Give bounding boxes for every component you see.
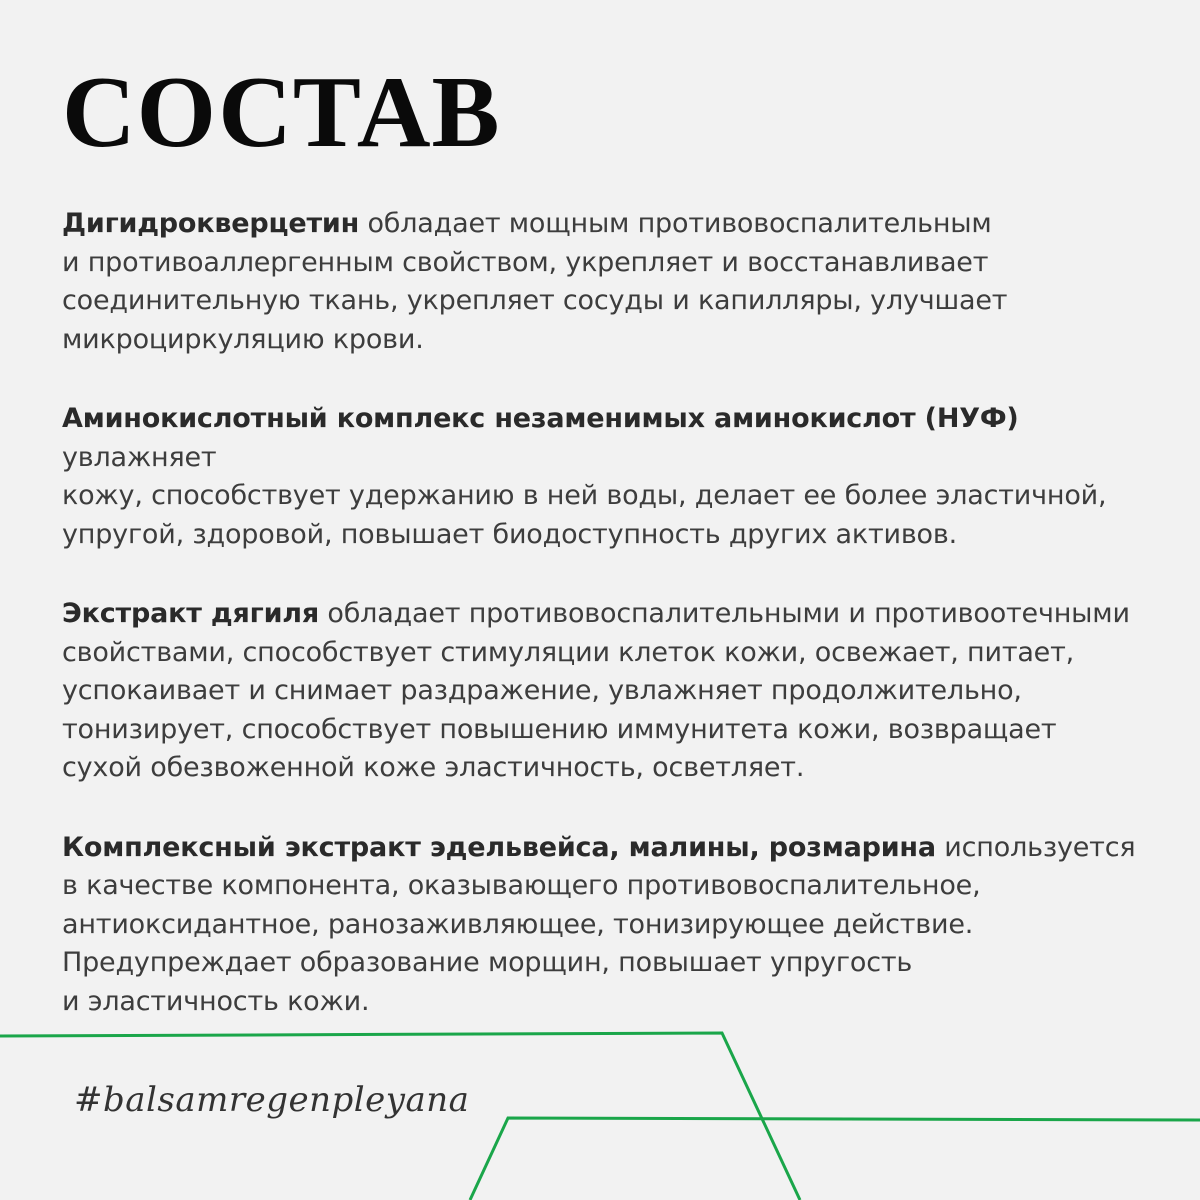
ingredient-text-line: используется	[935, 831, 1136, 863]
ingredient-text-line: обладает мощным противовоспалительным	[359, 208, 992, 239]
ingredient-text-line: Предупреждает образование морщин, повышает упругость	[62, 947, 913, 978]
ingredient-name: Комплексный экстракт эдельвейса, малины, розмарина	[62, 831, 936, 863]
hashtag: #balsamregenpleyana	[74, 1080, 470, 1120]
ingredient-text-line: сухой обезвоженной коже эластичность, осветляет.	[62, 752, 805, 783]
ingredient-text-line: микроциркуляцию крови.	[62, 323, 424, 355]
ingredient-text-line: успокаивает и снимает раздражение, увлажняет продолжительно,	[62, 675, 1022, 706]
ingredient-text-line: в качестве компонента, оказывающего противовоспалительное,	[62, 870, 981, 901]
page-title: СОСТАВ	[62, 56, 501, 169]
ingredient-text-line: увлажняет	[62, 441, 217, 473]
ingredient-text-line: и эластичность кожи.	[62, 985, 370, 1017]
ingredient-name: Аминокислотный комплекс незаменимых аминокислот (НУФ)	[62, 403, 1019, 434]
ingredient-text-line: соединительную ткань, укрепляет сосуды и капилляры, улучшает	[62, 285, 1008, 316]
ingredient-text-line: обладает противовоспалительными и противоотечными	[319, 598, 1130, 629]
ingredient-text-line: тонизирует, способствует повышению иммунитета кожи, возвращает	[62, 713, 1057, 745]
ingredient-text-line: и противоаллергенным свойством, укрепляет и восстанавливает	[62, 246, 989, 278]
ingredient-text-line: свойствами, способствует стимуляции клеток кожи, освежает, питает,	[62, 636, 1075, 668]
ingredient-text-line: кожу, способствует удержанию в ней воды, делает ее более эластичной,	[62, 480, 1107, 511]
ingredient-text-line: упругой, здоровой, повышает биодоступность других активов.	[62, 518, 957, 550]
green-line-lower	[470, 1118, 1200, 1200]
ingredient-name: Экстракт дягиля	[62, 598, 319, 629]
ingredient-name: Дигидрокверцетин	[62, 208, 360, 239]
ingredient-text-line: антиоксидантное, ранозаживляющее, тонизирующее действие.	[62, 908, 974, 940]
